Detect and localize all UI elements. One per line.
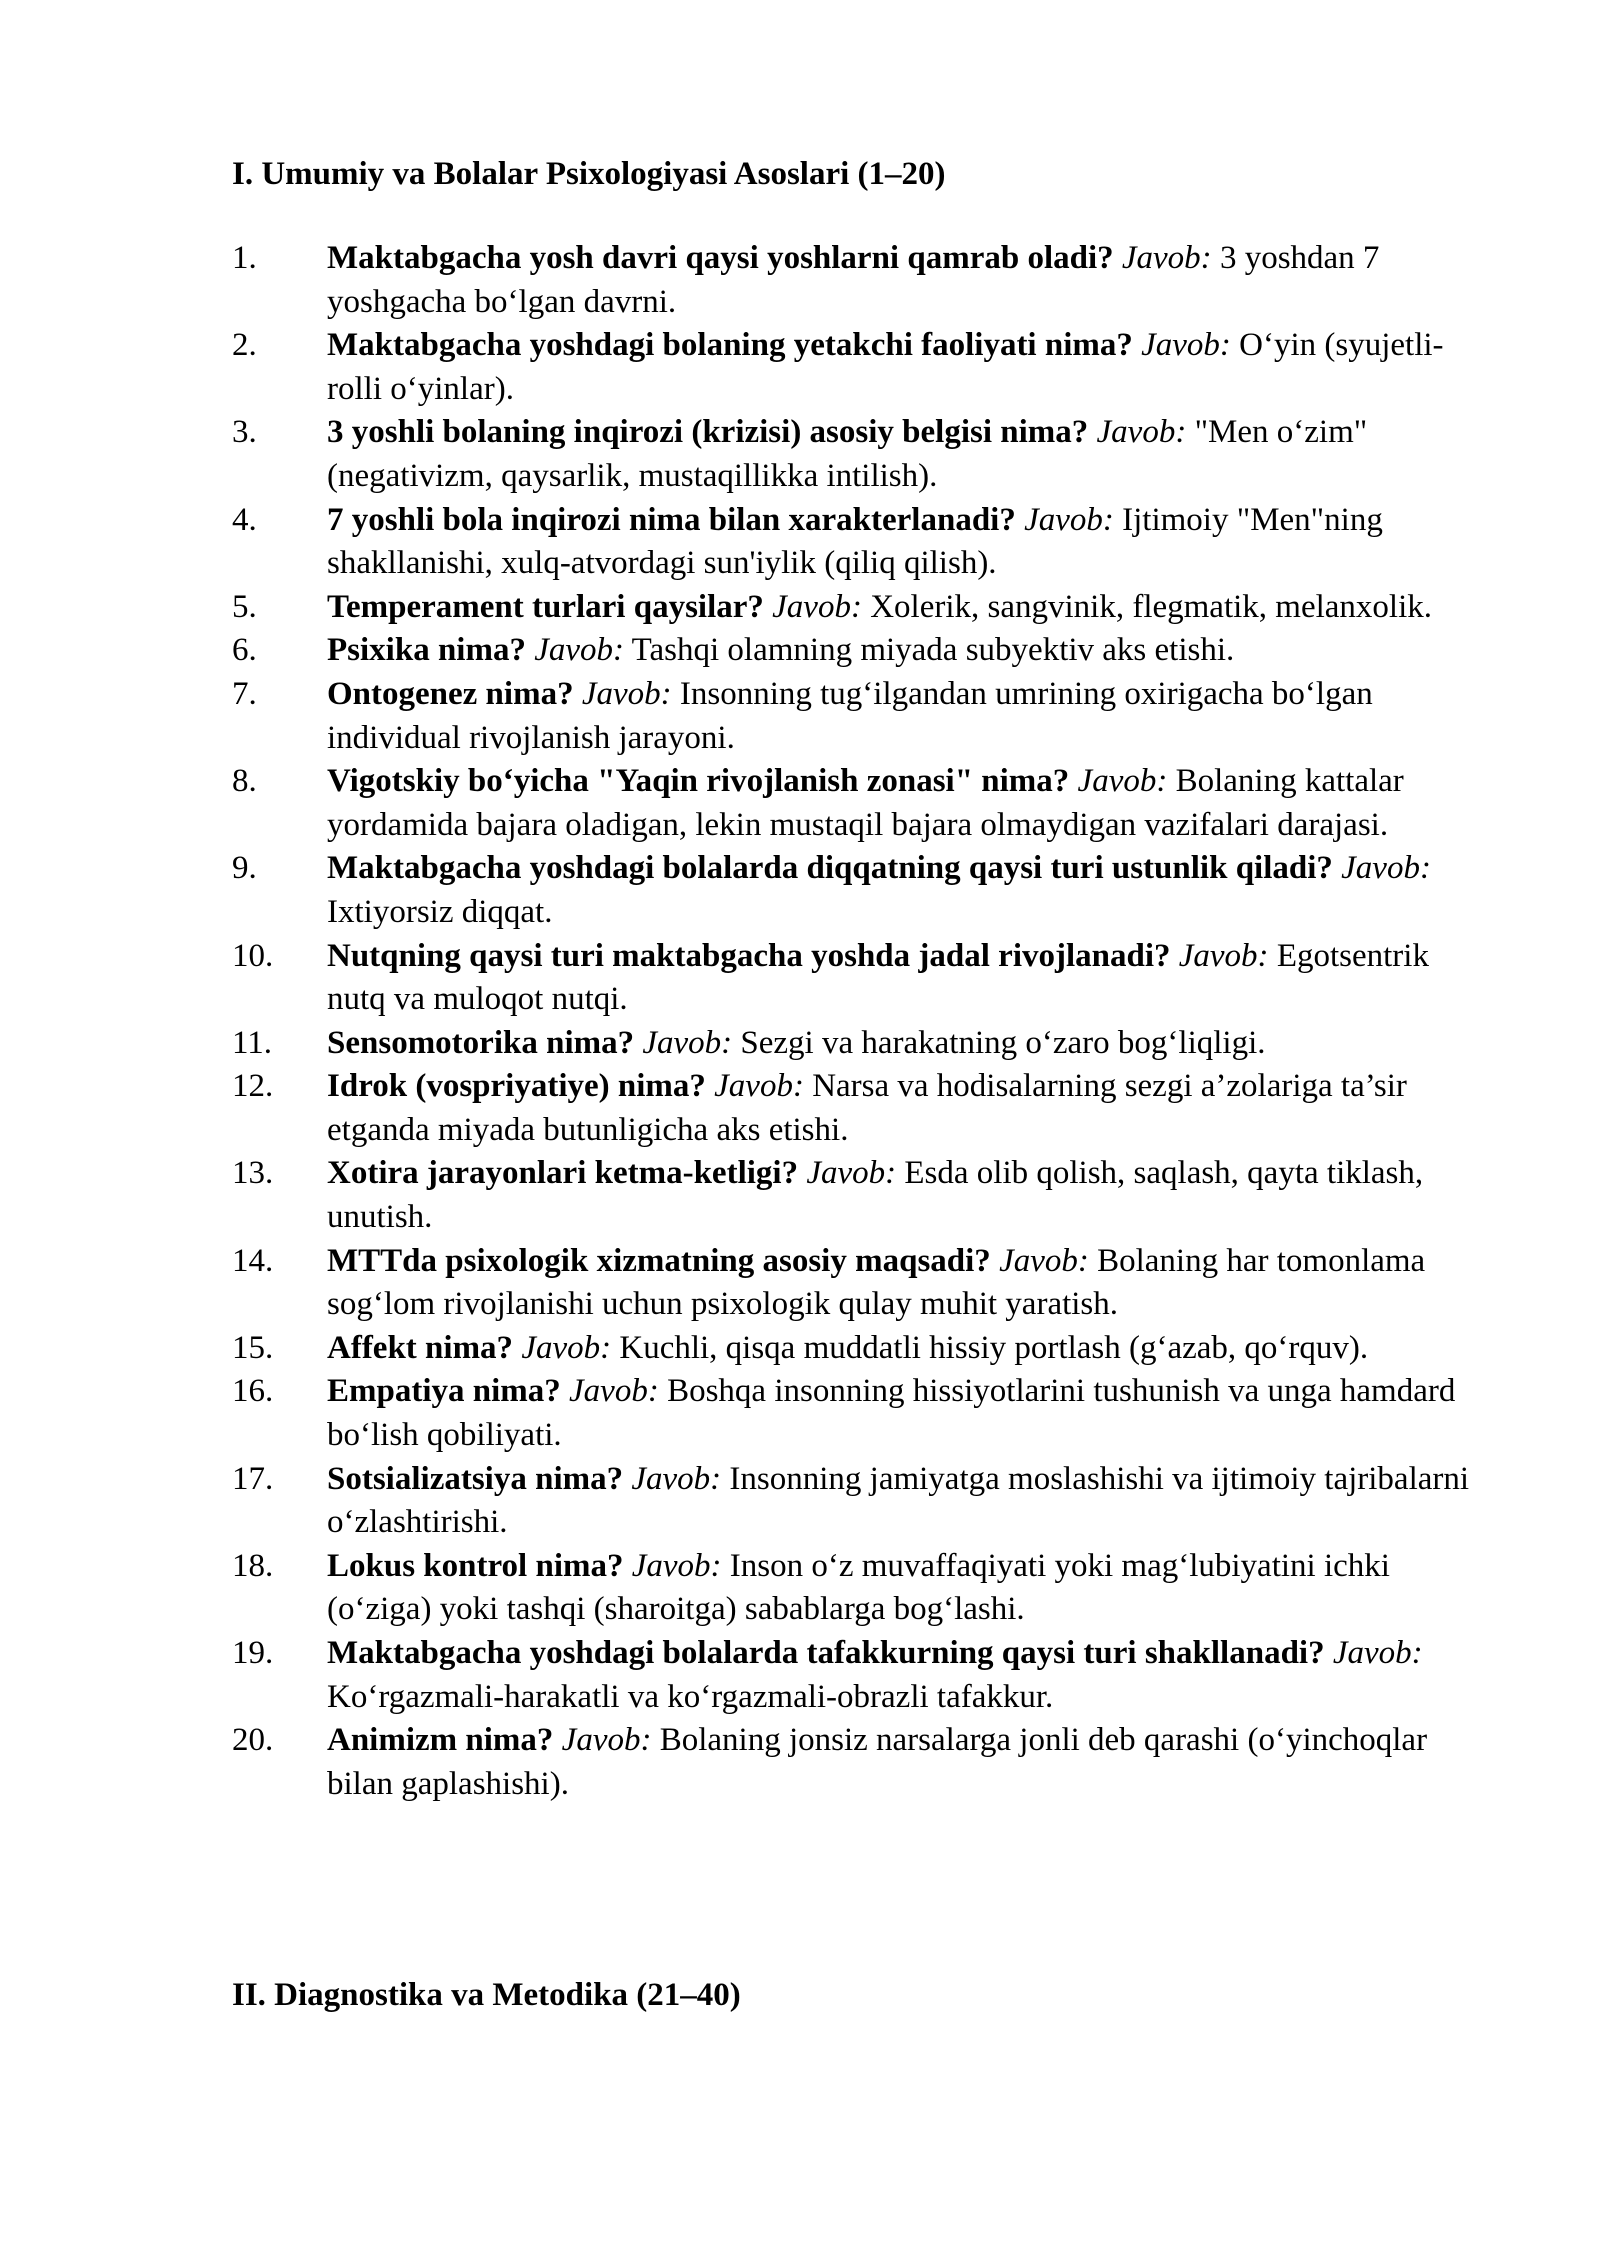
item-number: 12. <box>232 1068 274 1105</box>
answer-text: Ixtiyorsiz diqqat. <box>327 893 553 930</box>
qa-item <box>0 1370 1487 1457</box>
question-text: Maktabgacha yoshdagi bolaning yetakchi faoliyati nima? <box>327 327 1133 364</box>
answer-text: O‘yin (syujetli-rolli o‘yinlar). <box>327 327 1444 407</box>
qa-item <box>0 673 1487 760</box>
question-text: Vigotskiy bo‘yicha "Yaqin rivojlanish zonasi" nima? <box>327 763 1070 800</box>
question-text: Sensomotorika nima? <box>327 1024 635 1061</box>
question-text: Nutqning qaysi turi maktabgacha yoshda jadal rivojlanadi? <box>327 937 1171 974</box>
answer-text: Ko‘rgazmali-harakatli va ko‘rgazmali-obrazli tafakkur. <box>327 1678 1054 1715</box>
answer-label: Javob: <box>1341 850 1431 887</box>
answer-text: Esda olib qolish, saqlash, qayta tiklash, unutish. <box>327 1155 1424 1236</box>
answer-label: Javob: <box>999 1242 1089 1279</box>
question-text: Temperament turlari qaysilar? <box>327 588 764 625</box>
answer-label: Javob: <box>1332 1635 1423 1671</box>
qa-item <box>0 237 1487 324</box>
question-text: Maktabgacha yosh davri qaysi yoshlarni qamrab oladi? <box>327 240 1114 276</box>
answer-text: Insonning tug‘ilgandan umrining oxirigacha bo‘lgan individual rivojlanish jarayoni. <box>327 675 1373 756</box>
answer-label: Javob: <box>534 632 624 669</box>
question-text: Lokus kontrol nima? <box>327 1547 624 1584</box>
item-number: 16. <box>232 1373 274 1410</box>
answer-label: Javob: <box>521 1329 612 1366</box>
qa-item <box>0 324 1487 411</box>
answer-text: Bolaning jonsiz narsalarga jonli deb qarashi (o‘yinchoqlar bilan gaplashishi). <box>327 1722 1428 1802</box>
section-heading-1: I. Umumiy va Bolalar Psixologiyasi Asoslari (1–20) <box>232 156 946 192</box>
item-number: 1. <box>232 240 257 276</box>
answer-label: Javob: <box>1077 763 1168 800</box>
item-number: 19. <box>232 1635 274 1671</box>
answer-label: Javob: <box>631 1547 722 1584</box>
answer-label: Javob: <box>1121 240 1212 276</box>
question-text: Xotira jarayonlari ketma-ketligi? <box>327 1155 799 1192</box>
answer-label: Javob: <box>1096 414 1187 451</box>
question-text: Affekt nima? <box>327 1329 514 1366</box>
item-number: 10. <box>232 937 274 974</box>
answer-text: Inson o‘z muvaffaqiyati yoki mag‘lubiyatini ichki (o‘ziga) yoki tashqi (sharoitga) sabablarga bog‘lashi. <box>327 1547 1390 1628</box>
answer-text: Insonning jamiyatga moslashishi va ijtimoiy tajribalarni o‘zlashtirishi. <box>327 1460 1470 1541</box>
qa-item <box>0 411 1487 498</box>
answer-text: Narsa va hodisalarning sezgi a’zolariga ta’sir etganda miyada butunligicha aks etishi. <box>327 1068 1407 1148</box>
item-number: 20. <box>232 1722 274 1759</box>
item-number: 7. <box>232 675 257 712</box>
question-text: Ontogenez nima? <box>327 675 574 712</box>
item-number: 5. <box>232 588 257 625</box>
question-text: Empatiya nima? <box>327 1373 561 1410</box>
answer-text: Bolaning kattalar yordamida bajara oladigan, lekin mustaqil bajara olmaydigan vazifalari darajasi. <box>327 763 1404 843</box>
item-number: 15. <box>232 1329 274 1366</box>
qa-item <box>0 629 1487 673</box>
question-text: 3 yoshli bolaning inqirozi (krizisi) asosiy belgisi nima? <box>327 414 1089 451</box>
answer-label: Javob: <box>1141 327 1231 364</box>
item-number: 11. <box>232 1024 273 1061</box>
question-text: Sotsializatsiya nima? <box>327 1460 624 1497</box>
item-number: 6. <box>232 632 257 669</box>
answer-label: Javob: <box>714 1068 804 1105</box>
item-number: 17. <box>232 1460 274 1497</box>
question-text: Maktabgacha yoshdagi bolalarda tafakkurning qaysi turi shakllanadi? <box>327 1635 1325 1671</box>
answer-text: Kuchli, qisqa muddatli hissiy portlash (g‘azab, qo‘rquv). <box>619 1329 1369 1366</box>
answer-label: Javob: <box>1178 937 1269 974</box>
item-number: 13. <box>232 1155 274 1192</box>
qa-item <box>0 1022 1487 1066</box>
item-number: 4. <box>232 501 257 538</box>
answer-text: Bolaning har tomonlama sog‘lom rivojlanishi uchun psixologik qulay muhit yaratish. <box>327 1242 1426 1323</box>
answer-label: Javob: <box>642 1024 733 1061</box>
question-text: Psixika nima? <box>327 632 526 669</box>
answer-label: Javob: <box>561 1722 652 1759</box>
qa-item <box>0 847 1487 934</box>
answer-label: Javob: <box>631 1460 722 1497</box>
answer-text: Boshqa insonning hissiyotlarini tushunish va unga hamdard bo‘lish qobiliyati. <box>327 1373 1456 1454</box>
item-number: 9. <box>232 850 257 887</box>
qa-item <box>0 935 1487 1022</box>
answer-text: Xolerik, sangvinik, flegmatik, melanxolik. <box>870 588 1433 625</box>
qa-item <box>0 1065 1487 1152</box>
question-text: MTTda psixologik xizmatning asosiy maqsadi? <box>327 1242 991 1279</box>
question-text: Idrok (vospriyatiye) nima? <box>327 1068 706 1105</box>
qa-item <box>0 1458 1487 1545</box>
answer-text: Ijtimoiy "Men"ning shakllanishi, xulq-atvordagi sun'iylik (qiliq qilish). <box>327 501 1383 582</box>
question-text: Maktabgacha yoshdagi bolalarda diqqatning qaysi turi ustunlik qiladi? <box>327 850 1333 887</box>
item-number: 14. <box>232 1242 274 1279</box>
answer-text: Sezgi va harakatning o‘zaro bog‘liqligi. <box>740 1024 1266 1061</box>
qa-item <box>0 499 1487 586</box>
section-heading-2: II. Diagnostika va Metodika (21–40) <box>232 1977 741 2013</box>
qa-item <box>0 1152 1487 1239</box>
qa-list <box>0 237 1600 1806</box>
answer-label: Javob: <box>1024 501 1114 538</box>
qa-item <box>0 760 1487 847</box>
qa-item <box>0 586 1487 630</box>
answer-text: Egotsentrik nutq va muloqot nutqi. <box>327 937 1429 1018</box>
answer-label: Javob: <box>569 1373 659 1410</box>
qa-item <box>0 1545 1487 1632</box>
answer-text: "Men o‘zim" (negativizm, qaysarlik, mustaqillikka intilish). <box>327 414 1368 494</box>
qa-item <box>0 1240 1487 1327</box>
answer-label: Javob: <box>806 1155 897 1192</box>
qa-item <box>0 1327 1487 1371</box>
qa-item <box>0 1632 1487 1719</box>
item-number: 2. <box>232 327 257 364</box>
answer-label: Javob: <box>772 588 862 625</box>
answer-label: Javob: <box>581 675 672 712</box>
item-number: 8. <box>232 763 257 800</box>
answer-text: 3 yoshdan 7 yoshgacha bo‘lgan davrni. <box>327 240 1380 320</box>
question-text: 7 yoshli bola inqirozi nima bilan xarakterlanadi? <box>327 501 1016 538</box>
item-number: 3. <box>232 414 257 451</box>
answer-text: Tashqi olamning miyada subyektiv aks etishi. <box>631 632 1235 669</box>
question-text: Animizm nima? <box>327 1722 554 1759</box>
item-number: 18. <box>232 1547 274 1584</box>
qa-item <box>0 1719 1487 1806</box>
